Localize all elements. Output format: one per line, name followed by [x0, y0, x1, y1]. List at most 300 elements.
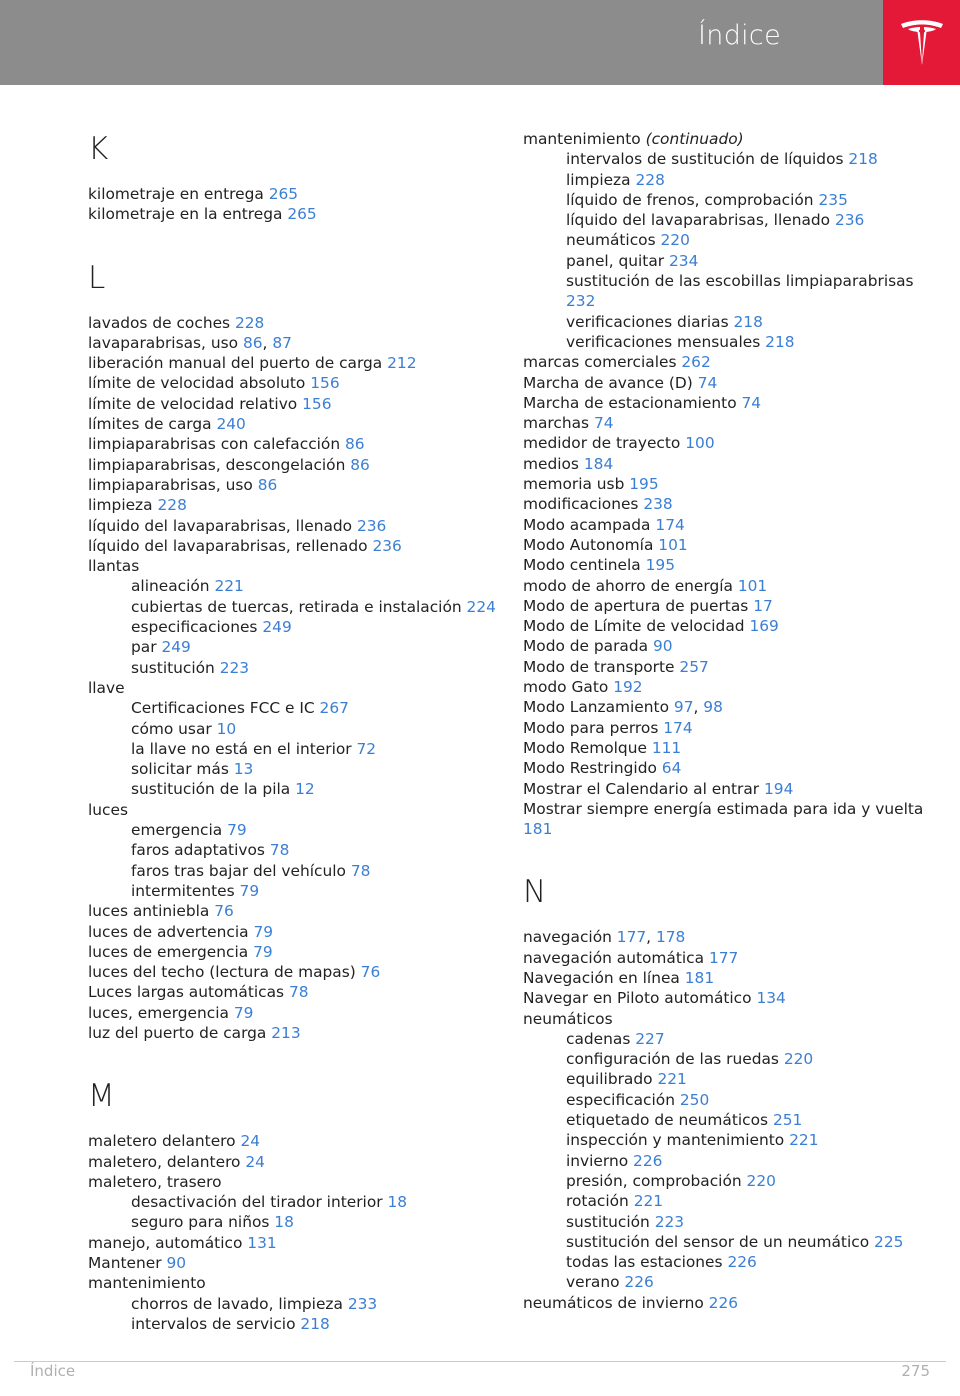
index-entry: [523, 616, 943, 636]
index-entry: [88, 184, 508, 204]
index-subentry: [523, 1171, 943, 1191]
page-link[interactable]: 235: [818, 190, 848, 209]
page-link[interactable]: 226: [708, 1293, 739, 1312]
page-link[interactable]: 76: [214, 902, 234, 921]
index-entry: [88, 962, 508, 982]
entry-term: Mantener: [88, 1254, 162, 1273]
page-link[interactable]: 79: [227, 821, 247, 840]
index-subentry: [88, 1192, 508, 1212]
entry-term: cadenas: [566, 1029, 631, 1048]
entry-term: modo Gato: [523, 678, 609, 697]
index-subentry: [88, 698, 508, 718]
page-link[interactable]: 90: [652, 637, 673, 656]
index-subentry: [523, 1049, 943, 1069]
entry-term: la llave no está en el interior: [131, 739, 352, 758]
index-entry: [88, 942, 508, 962]
index-subentry: [88, 739, 508, 759]
index-entry: [523, 657, 943, 677]
index-entry: [523, 454, 943, 474]
page-link[interactable]: 74: [741, 393, 762, 412]
index-entry: Modo Lanzamiento 97, 98: [523, 698, 723, 717]
entry-term: Marcha de estacionamiento: [523, 393, 737, 412]
page-link[interactable]: 234: [668, 251, 699, 270]
entry-term: maletero, trasero: [88, 1172, 222, 1191]
index-subentry: [88, 1294, 508, 1314]
entry-term: alineación: [131, 577, 210, 596]
index-entry: [523, 677, 943, 697]
entry-term: desactivación del tirador interior: [131, 1193, 383, 1212]
page-link[interactable]: 79: [239, 881, 260, 900]
entry-term: cómo usar: [131, 719, 212, 738]
entry-term: Navegar en Piloto automático: [523, 989, 752, 1008]
index-subentry: [88, 1212, 508, 1232]
page-link[interactable]: 226: [624, 1273, 654, 1292]
entry-term: luz del puerto de carga: [88, 1023, 267, 1042]
page-link[interactable]: 177: [616, 928, 647, 947]
entry-term: marchas: [523, 414, 590, 433]
page-link[interactable]: 90: [166, 1254, 187, 1273]
page-link[interactable]: 213: [271, 1023, 301, 1042]
index-entry: [523, 1293, 943, 1313]
entry-term: lavaparabrisas, uso: [88, 333, 239, 352]
page-link[interactable]: 238: [643, 495, 673, 514]
entry-term: límite de velocidad absoluto: [88, 374, 306, 393]
page-link[interactable]: 218: [765, 332, 795, 351]
page-link[interactable]: 79: [253, 922, 274, 941]
tesla-logo: [883, 0, 960, 85]
page-link[interactable]: 79: [233, 1003, 254, 1022]
index-entry: [523, 373, 943, 393]
page-link[interactable]: 218: [733, 312, 763, 331]
index-entry: [523, 596, 943, 616]
index-entry: [523, 718, 943, 738]
entry-term: sustitución del sensor de un neumático: [566, 1232, 870, 1251]
index-entry: [88, 394, 508, 414]
page-link[interactable]: 101: [737, 576, 768, 595]
entry-term: faros tras bajar del vehículo: [131, 861, 346, 880]
index-subentry: [523, 1212, 943, 1232]
index-entry: [88, 800, 508, 820]
page-link[interactable]: 78: [350, 861, 371, 880]
index-entry: [523, 433, 943, 453]
page-link[interactable]: 251: [772, 1111, 803, 1130]
page-link[interactable]: 233: [347, 1294, 378, 1313]
entry-term: líquido del lavaparabrisas, rellenado: [88, 536, 368, 555]
page-link[interactable]: 192: [613, 678, 643, 697]
page-link[interactable]: 78: [288, 983, 309, 1002]
entry-term: solicitar más: [131, 760, 229, 779]
section-letter: M: [88, 1078, 115, 1115]
page-link[interactable]: 86: [257, 475, 278, 494]
page-link[interactable]: 10: [216, 719, 237, 738]
entry-term: manejo, automático: [88, 1233, 243, 1252]
entry-term: faros adaptativos: [131, 841, 265, 860]
page-link[interactable]: 220: [660, 231, 690, 250]
entry-term: limpiaparabrisas con calefacción: [88, 435, 341, 454]
entry-term: sustitución: [131, 658, 215, 677]
index-entry: [523, 352, 943, 372]
index-subentry: [88, 719, 508, 739]
page-link[interactable]: 262: [681, 353, 711, 372]
entry-term: maletero delantero: [88, 1132, 236, 1151]
page-link[interactable]: 177: [708, 948, 739, 967]
entry-term: Luces largas automáticas: [88, 983, 285, 1002]
entry-term: Modo de transporte: [523, 657, 675, 676]
index-subentry: [523, 332, 943, 352]
continued-label: (continuado): [645, 130, 744, 148]
index-subentry: [88, 840, 508, 860]
index-subentry: [88, 597, 508, 617]
entry-term: Certificaciones FCC e IC: [131, 699, 315, 718]
page-link[interactable]: 76: [360, 963, 381, 982]
index-entry: [523, 968, 943, 988]
entry-term: líquido del lavaparabrisas, llenado: [88, 516, 353, 535]
page-link[interactable]: 221: [214, 577, 244, 596]
page-link[interactable]: 174: [655, 515, 685, 534]
entry-term: invierno: [566, 1151, 629, 1170]
index-subentry: [88, 820, 508, 840]
index-subentry: [523, 251, 943, 271]
index-entry: [88, 414, 508, 434]
entry-term: límites de carga: [88, 415, 212, 434]
page-link[interactable]: 12: [295, 780, 315, 799]
page-link[interactable]: 221: [633, 1192, 664, 1211]
entry-term: intervalos de sustitución de líquidos: [566, 150, 844, 169]
entry-term: Modo de parada: [523, 637, 649, 656]
entry-term: especificación: [566, 1090, 675, 1109]
page-link[interactable]: 174: [663, 718, 693, 737]
index-entry: [523, 515, 943, 535]
index-subentry: [523, 1191, 943, 1211]
entry-term: mantenimiento: [88, 1274, 206, 1293]
page-link[interactable]: 101: [658, 535, 688, 554]
entry-term: luces: [88, 800, 128, 819]
entry-term: sustitución: [566, 1212, 650, 1231]
index-entry: [88, 1253, 508, 1273]
page-link[interactable]: 221: [789, 1131, 819, 1150]
page-link[interactable]: 18: [274, 1213, 294, 1232]
entry-term: líquido del lavaparabrisas, llenado: [566, 211, 831, 230]
page-link[interactable]: 226: [633, 1151, 663, 1170]
index-entry: [88, 1131, 508, 1151]
page-link[interactable]: 240: [216, 415, 246, 434]
entry-term: Modo de apertura de puertas: [523, 596, 749, 615]
entry-term: líquido de frenos, comprobación: [566, 190, 814, 209]
entry-term: emergencia: [131, 821, 223, 840]
entry-term: Mostrar siempre energía estimada para ida y vuelta: [523, 799, 924, 818]
entry-term: luces del techo (lectura de mapas): [88, 963, 356, 982]
index-entry: [523, 988, 943, 1008]
page-link[interactable]: 86: [345, 435, 365, 454]
entry-term: medidor de trayecto: [523, 434, 681, 453]
page-link[interactable]: 169: [749, 617, 779, 636]
entry-term: Modo Lanzamiento: [523, 698, 669, 717]
index-section: [88, 1079, 508, 1334]
index-entry: [88, 1233, 508, 1253]
entry-term: navegación: [523, 928, 612, 947]
page-link[interactable]: 223: [219, 658, 250, 677]
index-entry: [88, 516, 508, 536]
index-subentry: [523, 190, 943, 210]
index-subentry: [88, 759, 508, 779]
index-entry: [523, 1009, 943, 1029]
section-letter: K: [88, 131, 109, 167]
page-link[interactable]: 24: [240, 1132, 261, 1151]
index-entry: [88, 475, 508, 495]
entry-term: seguro para niños: [131, 1213, 270, 1232]
entry-term: luces antiniebla: [88, 902, 210, 921]
entry-term: verificaciones diarias: [566, 312, 729, 331]
page-link[interactable]: 227: [635, 1029, 665, 1048]
page-link[interactable]: 220: [783, 1050, 814, 1069]
index-subentry: [523, 230, 943, 250]
page-link[interactable]: 181: [523, 820, 553, 839]
index-section: [523, 875, 943, 1313]
entry-term: Navegación en línea: [523, 968, 680, 987]
index-subentry: [523, 1069, 943, 1089]
page-link[interactable]: 111: [651, 738, 682, 757]
entry-term: llantas: [88, 557, 140, 576]
index-subentry: [523, 1130, 943, 1150]
index-entry: [523, 393, 943, 413]
index-entry: [88, 1152, 508, 1172]
index-entry: [523, 129, 943, 149]
index-entry: [88, 1273, 508, 1293]
page-link[interactable]: 228: [635, 170, 665, 189]
index-subentry: [88, 779, 508, 799]
index-subentry: [523, 271, 943, 312]
entry-term: inspección y mantenimiento: [566, 1131, 785, 1150]
entry-term: rotación: [566, 1192, 629, 1211]
entry-term: limpieza: [88, 496, 153, 515]
page-link[interactable]: 228: [157, 496, 187, 515]
page-link[interactable]: 87: [272, 333, 292, 352]
index-entry: [88, 901, 508, 921]
entry-term: luces, emergencia: [88, 1003, 229, 1022]
page-link[interactable]: 194: [764, 779, 794, 798]
page-link[interactable]: 223: [654, 1212, 685, 1231]
entry-term: equilibrado: [566, 1070, 653, 1089]
entry-term: Modo para perros: [523, 718, 659, 737]
entry-term: modificaciones: [523, 495, 639, 514]
page-link[interactable]: 218: [300, 1314, 330, 1333]
index-entry: [88, 455, 508, 475]
index-entry: [88, 495, 508, 515]
index-subentry: [523, 149, 943, 169]
page-link[interactable]: 225: [874, 1232, 904, 1251]
page-link[interactable]: 218: [848, 150, 878, 169]
page-link[interactable]: 178: [655, 928, 686, 947]
entry-term: intervalos de servicio: [131, 1314, 296, 1333]
entry-term: Modo de Límite de velocidad: [523, 617, 745, 636]
page-link[interactable]: 265: [268, 185, 299, 203]
index-entry: [88, 1023, 508, 1043]
index-subentry: [523, 1252, 943, 1272]
page-link[interactable]: 257: [679, 657, 709, 676]
index-column-left: [88, 128, 508, 1334]
index-subentry: [523, 170, 943, 190]
entry-term: lavados de coches: [88, 313, 231, 332]
entry-term: Modo Autonomía: [523, 535, 654, 554]
index-entry: [88, 922, 508, 942]
entry-term: modo de ahorro de energía: [523, 576, 733, 595]
entry-term: neumáticos de invierno: [523, 1293, 704, 1312]
index-subentry: [88, 576, 508, 596]
entry-term: navegación automática: [523, 948, 705, 967]
page-link[interactable]: 156: [310, 374, 340, 393]
index-entry: [523, 779, 943, 799]
index-subentry: [523, 1232, 943, 1252]
entry-term: chorros de lavado, limpieza: [131, 1294, 343, 1313]
index-entry: [523, 555, 943, 575]
page-link[interactable]: 226: [727, 1253, 757, 1272]
entry-term: maletero, delantero: [88, 1152, 241, 1171]
entry-term: sustitución de la pila: [131, 780, 291, 799]
page-link[interactable]: 184: [583, 454, 614, 473]
page-link[interactable]: 79: [253, 942, 273, 961]
page-link[interactable]: 97: [673, 698, 694, 717]
entry-term: Modo acampada: [523, 515, 651, 534]
entry-term: luces de emergencia: [88, 942, 249, 961]
entry-term: medios: [523, 454, 579, 473]
page-link[interactable]: 220: [746, 1171, 776, 1190]
page-link[interactable]: 181: [684, 968, 715, 987]
index-subentry: [523, 1090, 943, 1110]
page-link[interactable]: 249: [161, 638, 191, 657]
entry-term: luces de advertencia: [88, 922, 249, 941]
page-link[interactable]: 195: [629, 475, 659, 494]
entry-term: etiquetado de neumáticos: [566, 1111, 769, 1130]
page-link[interactable]: 13: [233, 760, 254, 779]
page-link[interactable]: 236: [356, 516, 387, 535]
entry-term: especificaciones: [131, 618, 258, 637]
index-entry: [523, 758, 943, 778]
entry-term: memoria usb: [523, 475, 625, 494]
index-entry: [523, 576, 943, 596]
page-link[interactable]: 249: [262, 618, 292, 637]
entry-term: intermitentes: [131, 881, 235, 900]
index-subentry: [523, 1110, 943, 1130]
index-subentry: [523, 1029, 943, 1049]
section-letter: L: [88, 259, 106, 296]
index-entry: lavaparabrisas, uso 86, 87: [88, 333, 292, 352]
index-entry: [88, 556, 508, 576]
page-link[interactable]: 236: [834, 211, 865, 230]
index-entry: [523, 494, 943, 514]
entry-term: liberación manual del puerto de carga: [88, 354, 383, 373]
index-entry: [88, 313, 508, 333]
page-link[interactable]: 18: [387, 1193, 408, 1212]
header-bar: [0, 0, 883, 85]
entry-term: presión, comprobación: [566, 1171, 742, 1190]
page-link[interactable]: 228: [234, 313, 265, 332]
tesla-logo-icon: [899, 18, 945, 68]
entry-term: marcas comerciales: [523, 353, 677, 372]
entry-term: limpieza: [566, 170, 631, 189]
page-link[interactable]: 134: [756, 989, 786, 1008]
page-link[interactable]: 86: [350, 455, 370, 474]
index-entry: [88, 434, 508, 454]
page-link[interactable]: 195: [645, 556, 675, 575]
page-title: Índice: [698, 20, 781, 51]
page-link[interactable]: 156: [302, 394, 332, 413]
entry-term: mantenimiento: [523, 130, 641, 148]
entry-term: verificaciones mensuales: [566, 332, 761, 351]
index-subentry: [88, 881, 508, 901]
page-link[interactable]: 100: [685, 434, 715, 453]
index-section: [523, 129, 943, 839]
index-subentry: [523, 1272, 943, 1292]
index-entry: [523, 535, 943, 555]
entry-term: límite de velocidad relativo: [88, 394, 298, 413]
entry-term: configuración de las ruedas: [566, 1050, 779, 1069]
index-subentry: [523, 1151, 943, 1171]
page-link[interactable]: 131: [247, 1233, 277, 1252]
section-letter: N: [523, 874, 547, 911]
entry-term: Marcha de avance (D): [523, 373, 693, 392]
index-section: [88, 132, 508, 225]
index-subentry: [523, 210, 943, 230]
entry-term: verano: [566, 1273, 620, 1292]
page-link[interactable]: 78: [269, 841, 290, 860]
page-link[interactable]: 74: [697, 373, 718, 392]
page-link[interactable]: 64: [661, 759, 682, 778]
page-link[interactable]: 232: [566, 292, 596, 311]
entry-term: cubiertas de tuercas, retirada e instalación: [131, 597, 462, 616]
index-entry: [523, 738, 943, 758]
page-link[interactable]: 24: [245, 1152, 265, 1171]
index-subentry: [88, 617, 508, 637]
page-link[interactable]: 221: [657, 1070, 687, 1089]
index-entry: [523, 413, 943, 433]
page-link[interactable]: 74: [594, 414, 614, 433]
entry-term: Mostrar el Calendario al entrar: [523, 779, 760, 798]
index-entry: [88, 678, 508, 698]
page-link[interactable]: 236: [372, 536, 402, 555]
entry-term: kilometraje en la entrega: [88, 205, 283, 224]
index-entry: [88, 1172, 508, 1192]
page-link[interactable]: 17: [753, 596, 773, 615]
index-subentry: [88, 637, 508, 657]
entry-term: limpiaparabrisas, uso: [88, 475, 253, 494]
page-link[interactable]: 224: [466, 597, 496, 616]
index-entry: [88, 1003, 508, 1023]
page-link[interactable]: 212: [387, 354, 417, 373]
page-link[interactable]: 265: [287, 205, 317, 224]
page-link[interactable]: 267: [319, 699, 349, 718]
index-entry: [523, 474, 943, 494]
index-entry: [523, 799, 943, 840]
page-link[interactable]: 250: [679, 1090, 710, 1109]
index-subentry: [523, 312, 943, 332]
page-link[interactable]: 72: [356, 739, 377, 758]
index-entry: navegación 177, 178: [523, 928, 686, 947]
entry-term: Modo Remolque: [523, 738, 647, 757]
page-link[interactable]: 98: [703, 698, 723, 717]
footer-section-label: Índice: [30, 1362, 76, 1380]
entry-term: limpiaparabrisas, descongelación: [88, 455, 346, 474]
page-number: 275: [901, 1362, 930, 1380]
entry-term: Modo Restringido: [523, 759, 657, 778]
entry-term: todas las estaciones: [566, 1253, 723, 1272]
index-section: [88, 261, 508, 1044]
page-link[interactable]: 86: [242, 333, 263, 352]
index-entry: [523, 636, 943, 656]
entry-term: par: [131, 638, 157, 657]
entry-term: Modo centinela: [523, 556, 641, 575]
index-subentry: [88, 861, 508, 881]
index-entry: [88, 536, 508, 556]
